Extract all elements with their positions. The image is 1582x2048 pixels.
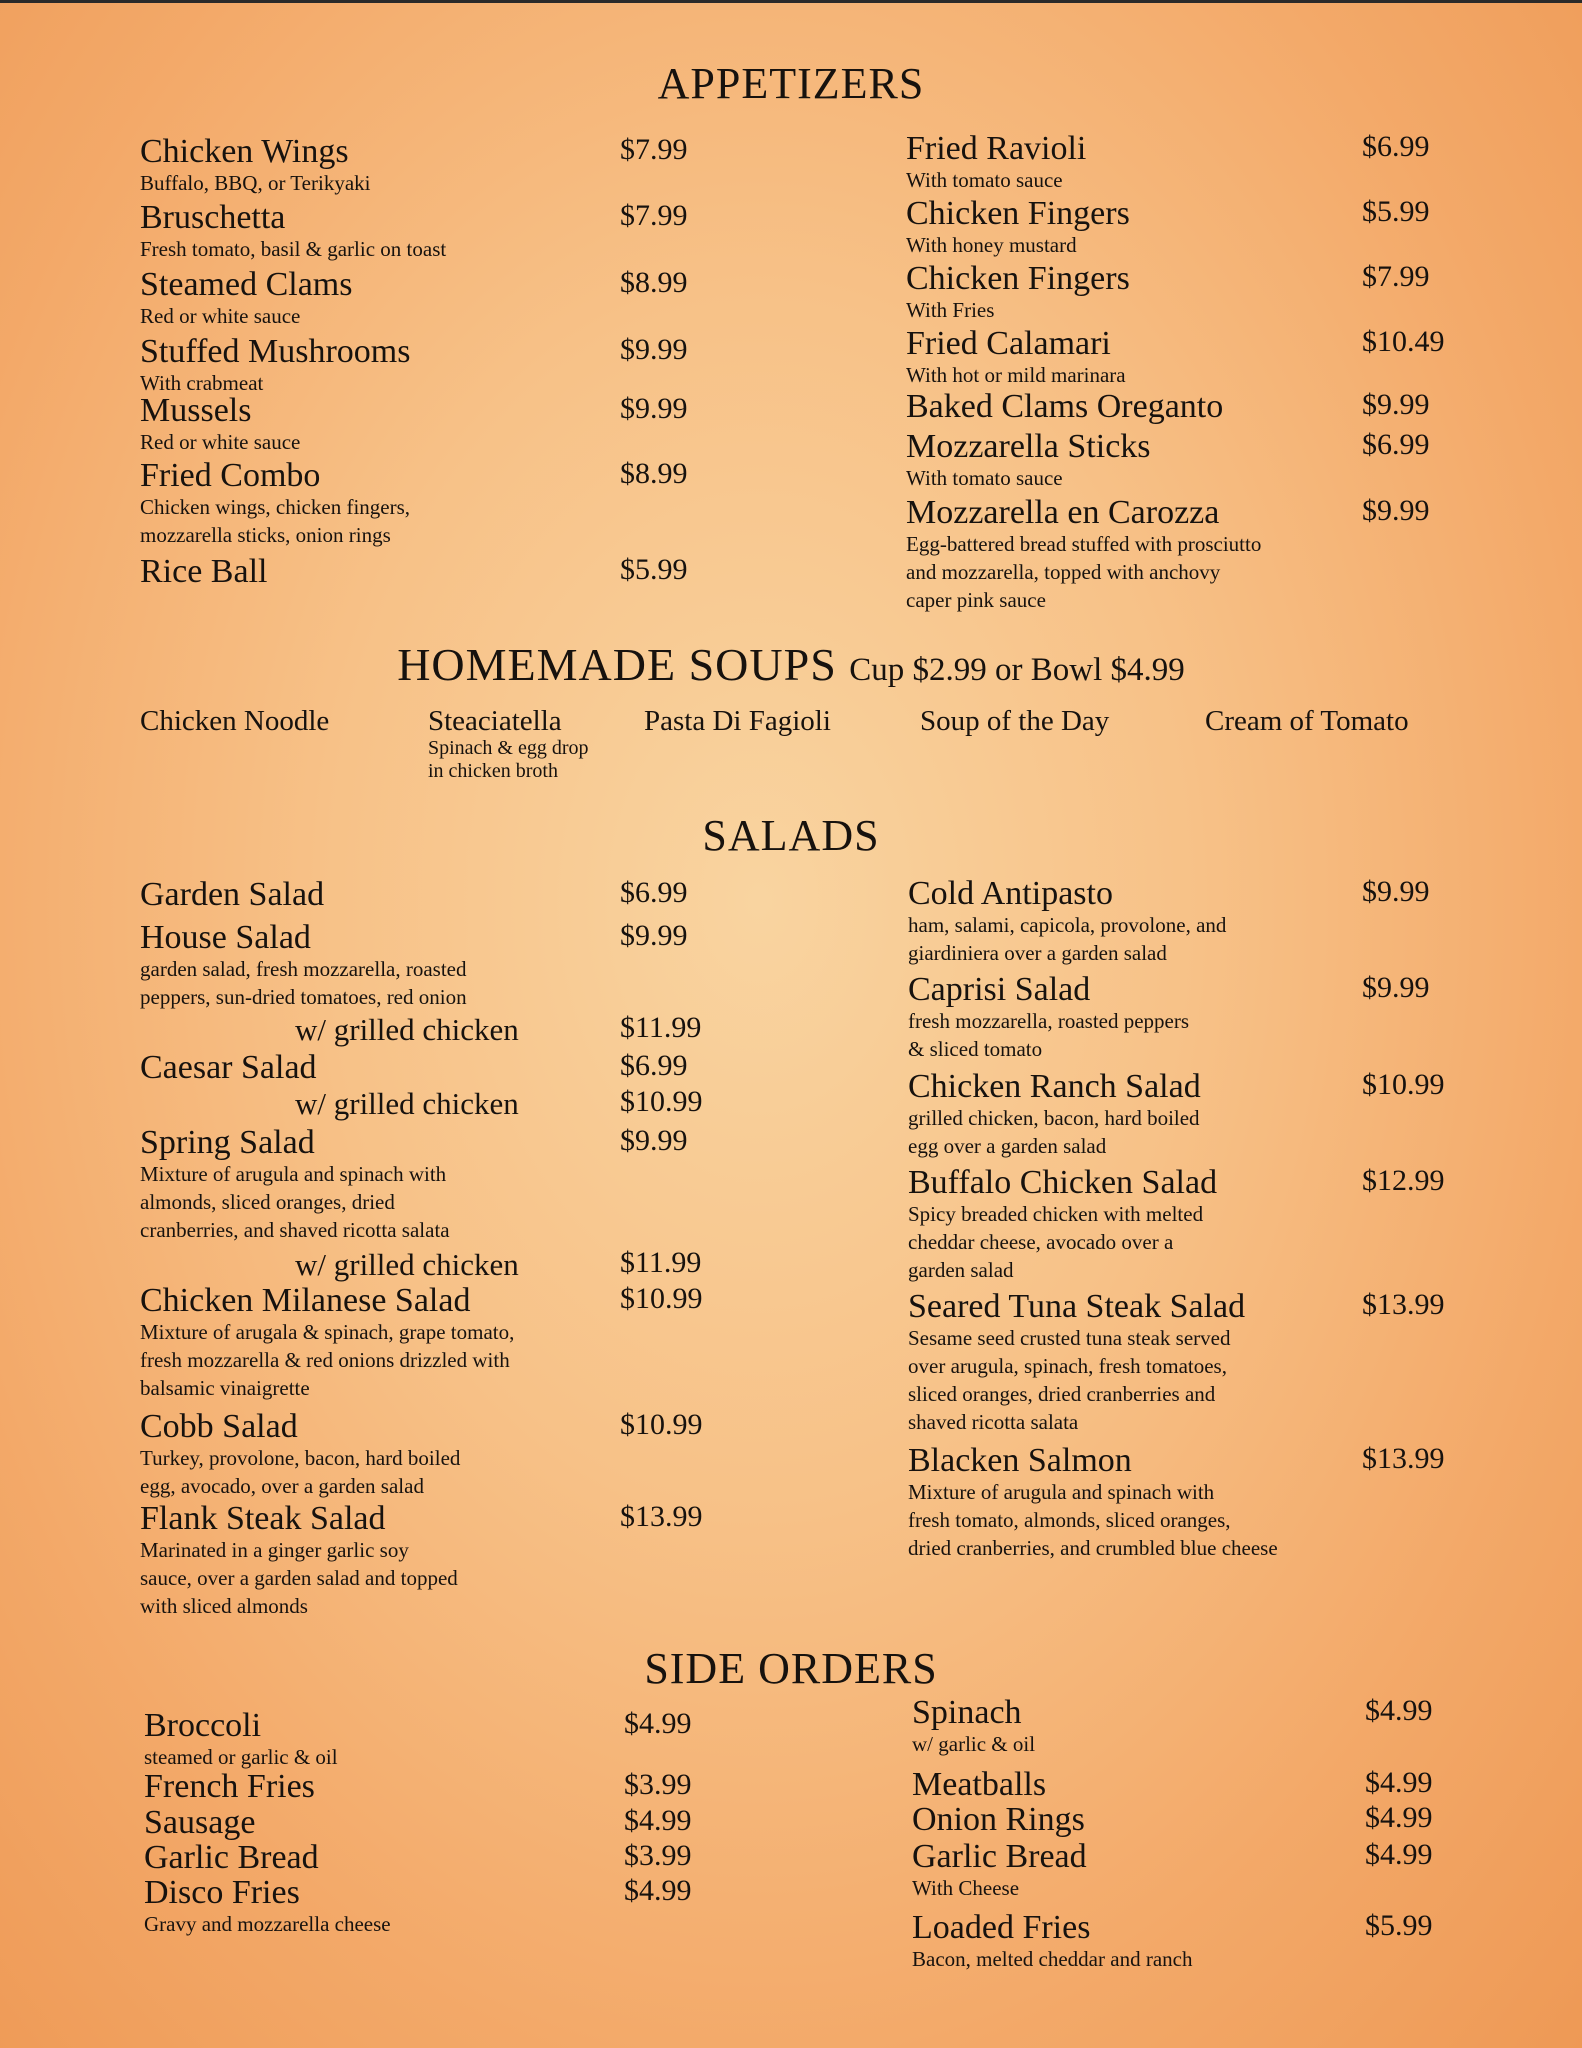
soup-item (1205, 705, 1409, 737)
item-description: peppers, sun-dried tomatoes, red onion (140, 985, 467, 1009)
item-price: $12.99 (1362, 1164, 1445, 1197)
item-description: Mixture of arugala & spinach, grape tomato, (140, 1320, 515, 1344)
item-price: $10.99 (620, 1282, 703, 1315)
menu-item (140, 335, 410, 397)
item-price: $13.99 (1362, 1288, 1445, 1321)
item-description: fresh mozzarella, roasted peppers (908, 1009, 1190, 1033)
menu-item (912, 1768, 1046, 1802)
item-name: Stuffed Mushrooms (140, 333, 411, 370)
menu-item (140, 1284, 514, 1402)
menu-item (912, 1696, 1035, 1758)
item-description: Fresh tomato, basil & garlic on toast (140, 237, 447, 261)
item-name: Garden Salad (140, 876, 325, 913)
item-price: $9.99 (620, 919, 688, 952)
item-description: and mozzarella, topped with anchovy (906, 560, 1221, 584)
item-description: Marinated in a ginger garlic soy (140, 1538, 409, 1562)
item-description: Chicken wings, chicken fingers, (140, 495, 411, 519)
menu-item (906, 390, 1223, 424)
item-description: with sliced almonds (140, 1594, 308, 1618)
item-description: ham, salami, capicola, provolone, and (908, 913, 1227, 937)
item-name: Fried Combo (140, 457, 321, 494)
item-description: With crabmeat (140, 371, 264, 395)
soup-name: Pasta Di Fagioli (644, 705, 831, 737)
menu-item (908, 973, 1189, 1063)
item-name: Broccoli (144, 1707, 262, 1744)
sides-title: SIDE ORDERS (644, 1644, 938, 1693)
item-description: Egg-battered bread stuffed with prosciutto (906, 532, 1262, 556)
item-price: $6.99 (1362, 130, 1430, 163)
addon-price: $11.99 (620, 1246, 702, 1279)
menu-item (144, 1876, 391, 1938)
item-name: Chicken Milanese Salad (140, 1282, 471, 1319)
item-price: $6.99 (620, 1049, 688, 1082)
menu-item (140, 921, 467, 1011)
item-price: $4.99 (624, 1874, 692, 1907)
menu-item (140, 878, 324, 912)
item-description: giardiniera over a garden salad (908, 941, 1167, 965)
item-description: egg, avocado, over a garden salad (140, 1474, 424, 1498)
item-description: balsamic vinaigrette (140, 1376, 310, 1400)
item-name: Spring Salad (140, 1124, 315, 1161)
menu-item (140, 1502, 458, 1620)
item-name: French Fries (144, 1768, 315, 1805)
item-price: $8.99 (620, 266, 688, 299)
item-price: $8.99 (620, 457, 688, 490)
menu-item (140, 394, 300, 456)
item-price: $7.99 (1362, 260, 1430, 293)
soup-name: Cream of Tomato (1205, 705, 1409, 737)
item-description: fresh tomato, almonds, sliced oranges, (908, 1508, 1231, 1532)
item-name: Seared Tuna Steak Salad (908, 1288, 1246, 1325)
item-name: Loaded Fries (912, 1909, 1091, 1946)
soup-name: Soup of the Day (920, 705, 1110, 737)
item-description: With Cheese (912, 1876, 1020, 1900)
menu-item (144, 1709, 338, 1771)
item-description: sliced oranges, dried cranberries and (908, 1382, 1216, 1406)
item-price: $9.99 (1362, 494, 1430, 527)
menu-item (140, 1410, 460, 1500)
menu-item (908, 1290, 1245, 1436)
item-description: steamed or garlic & oil (144, 1745, 338, 1769)
item-price: $6.99 (620, 876, 688, 909)
menu-item (906, 496, 1261, 614)
item-price: $6.99 (1362, 428, 1430, 461)
item-name: Mussels (140, 392, 252, 429)
soup-item (428, 705, 589, 783)
item-description: With honey mustard (906, 233, 1077, 257)
item-description: almonds, sliced oranges, dried (140, 1190, 395, 1214)
item-name: Steamed Clams (140, 266, 353, 303)
item-description: egg over a garden salad (908, 1134, 1107, 1158)
item-description: Turkey, provolone, bacon, hard boiled (140, 1446, 461, 1470)
item-description: Mixture of arugula and spinach with (908, 1480, 1215, 1504)
item-name: Garlic Bread (144, 1839, 319, 1876)
menu-item (140, 555, 267, 589)
item-name: Disco Fries (144, 1874, 300, 1911)
menu-item (906, 430, 1151, 492)
item-name: Mozzarella Sticks (906, 428, 1151, 465)
menu-item (908, 877, 1226, 967)
item-description: garden salad, fresh mozzarella, roasted (140, 957, 467, 981)
menu-item (144, 1770, 315, 1804)
item-name: Chicken Fingers (906, 260, 1130, 297)
item-name: Rice Ball (140, 553, 268, 590)
item-price: $9.99 (620, 1124, 688, 1157)
item-description: mozzarella sticks, onion rings (140, 523, 391, 547)
item-name: Mozzarella en Carozza (906, 494, 1220, 531)
item-price: $4.99 (1365, 1801, 1433, 1834)
item-price: $13.99 (620, 1500, 703, 1533)
menu-item (906, 197, 1130, 259)
soups-title-text: HOMEMADE SOUPS (397, 639, 837, 690)
menu-item (906, 327, 1126, 389)
menu-item (912, 1911, 1192, 1973)
addon-label: w/ grilled chicken (295, 1086, 519, 1121)
item-price: $7.99 (620, 133, 688, 166)
soups-pricing: Cup $2.99 or Bowl $4.99 (849, 652, 1185, 688)
item-name: Chicken Fingers (906, 195, 1130, 232)
item-description: With tomato sauce (906, 466, 1063, 490)
item-description: Spicy breaded chicken with melted (908, 1202, 1204, 1226)
menu-item (906, 262, 1130, 324)
item-price: $7.99 (620, 199, 688, 232)
soup-item (920, 705, 1109, 737)
item-name: Garlic Bread (912, 1838, 1087, 1875)
item-price: $3.99 (624, 1839, 692, 1872)
soup-name: Chicken Noodle (140, 705, 330, 737)
soup-item (644, 705, 831, 737)
item-description: w/ garlic & oil (912, 1732, 1036, 1756)
menu-item (908, 1070, 1201, 1160)
salads-title: SALADS (702, 811, 880, 860)
soup-name: Steaciatella (428, 705, 562, 737)
menu-item (140, 1126, 450, 1244)
item-description: over arugula, spinach, fresh tomatoes, (908, 1354, 1227, 1378)
item-description: Red or white sauce (140, 430, 301, 454)
menu-item (906, 132, 1086, 194)
menu-item (140, 1051, 317, 1085)
item-name: Buffalo Chicken Salad (908, 1164, 1218, 1201)
item-price: $9.99 (1362, 388, 1430, 421)
addon-price: $10.99 (620, 1085, 703, 1118)
menu-item (140, 135, 370, 197)
soups-title (0, 638, 1582, 691)
item-price: $9.99 (620, 392, 688, 425)
menu-item (140, 201, 446, 263)
item-price: $4.99 (624, 1804, 692, 1837)
item-name: Chicken Wings (140, 133, 349, 170)
menu-item (140, 459, 410, 549)
addon-label: w/ grilled chicken (295, 1012, 519, 1047)
addon-price: $11.99 (620, 1011, 702, 1044)
item-name: Chicken Ranch Salad (908, 1068, 1201, 1105)
menu-item (144, 1806, 255, 1840)
item-name: Caesar Salad (140, 1049, 317, 1086)
item-description: shaved ricotta salata (908, 1410, 1079, 1434)
item-description: Buffalo, BBQ, or Terikyaki (140, 171, 371, 195)
item-price: $4.99 (624, 1707, 692, 1740)
item-price: $10.99 (620, 1408, 703, 1441)
item-name: Blacken Salmon (908, 1442, 1132, 1479)
item-description: Sesame seed crusted tuna steak served (908, 1326, 1231, 1350)
item-price: $9.99 (1362, 875, 1430, 908)
item-price: $4.99 (1365, 1766, 1433, 1799)
item-description: With Fries (906, 298, 995, 322)
addon-label: w/ grilled chicken (295, 1247, 519, 1282)
soup-description: in chicken broth (428, 760, 558, 782)
appetizers-title: APPETIZERS (657, 59, 925, 108)
item-name: Cold Antipasto (908, 875, 1113, 912)
item-description: dried cranberries, and crumbled blue cheese (908, 1536, 1278, 1560)
item-description: With tomato sauce (906, 168, 1063, 192)
menu-item (144, 1841, 319, 1875)
item-price: $9.99 (1362, 971, 1430, 1004)
item-name: Caprisi Salad (908, 971, 1091, 1008)
item-description: & sliced tomato (908, 1037, 1043, 1061)
item-price: $5.99 (1365, 1909, 1433, 1942)
item-description: fresh mozzarella & red onions drizzled with (140, 1348, 510, 1372)
item-description: Red or white sauce (140, 304, 301, 328)
item-description: cranberries, and shaved ricotta salata (140, 1218, 450, 1242)
item-price: $4.99 (1365, 1694, 1433, 1727)
menu-item (908, 1444, 1278, 1562)
menu-item (912, 1840, 1087, 1902)
item-name: Sausage (144, 1804, 256, 1841)
soup-item (140, 705, 329, 737)
menu-item (140, 268, 352, 330)
item-name: Meatballs (912, 1766, 1047, 1803)
item-price: $3.99 (624, 1768, 692, 1801)
item-name: Bruschetta (140, 199, 286, 236)
item-name: Baked Clams Oreganto (906, 388, 1224, 425)
item-name: House Salad (140, 919, 311, 956)
item-name: Cobb Salad (140, 1408, 298, 1445)
item-name: Fried Calamari (906, 325, 1111, 362)
item-price: $5.99 (620, 553, 688, 586)
item-name: Flank Steak Salad (140, 1500, 386, 1537)
item-description: caper pink sauce (906, 588, 1046, 612)
item-name: Onion Rings (912, 1801, 1085, 1838)
menu-item (908, 1166, 1217, 1284)
item-price: $5.99 (1362, 195, 1430, 228)
item-price: $10.99 (1362, 1068, 1445, 1101)
item-price: $10.49 (1362, 325, 1445, 358)
soup-description: Spinach & egg drop (428, 737, 589, 759)
item-name: Fried Ravioli (906, 130, 1087, 167)
item-price: $13.99 (1362, 1442, 1445, 1475)
item-description: With hot or mild marinara (906, 363, 1126, 387)
menu-item (912, 1803, 1085, 1837)
item-description: Mixture of arugula and spinach with (140, 1162, 447, 1186)
item-description: cheddar cheese, avocado over a (908, 1230, 1174, 1254)
item-description: Bacon, melted cheddar and ranch (912, 1947, 1193, 1971)
item-description: grilled chicken, bacon, hard boiled (908, 1106, 1200, 1130)
item-description: Gravy and mozzarella cheese (144, 1912, 391, 1936)
item-price: $4.99 (1365, 1838, 1433, 1871)
item-price: $9.99 (620, 333, 688, 366)
item-description: sauce, over a garden salad and topped (140, 1566, 458, 1590)
item-description: garden salad (908, 1258, 1014, 1282)
item-name: Spinach (912, 1694, 1022, 1731)
